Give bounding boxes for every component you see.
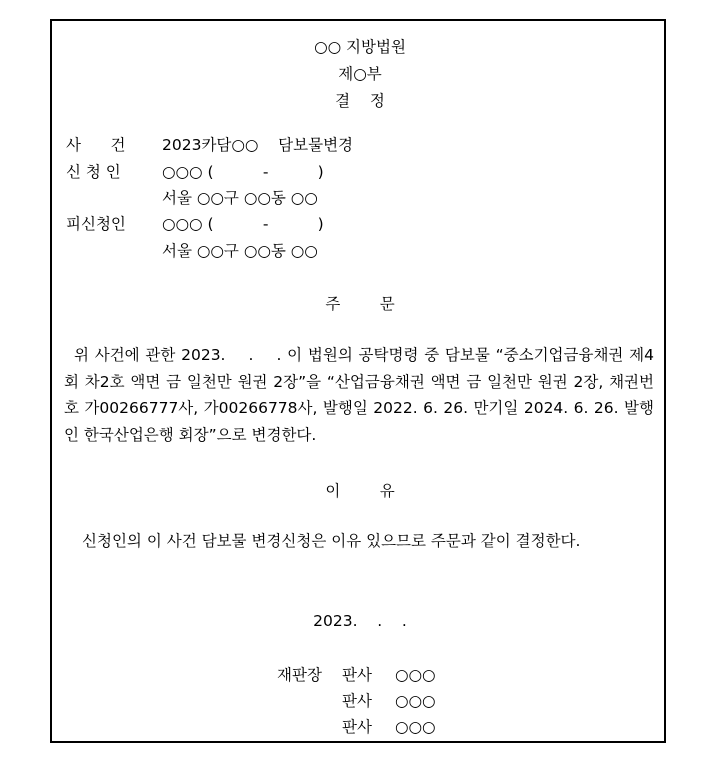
judge-title: 판사 [342,718,372,736]
applicant-label: 신 청 인 [66,163,121,181]
case-value: 2023카담○○ 담보물변경 [162,136,354,154]
judge-title: 판사 [342,666,372,684]
judge-name: ○○○ [395,718,436,736]
case-label: 사 건 [66,136,126,154]
respondent-name: ○○○ ( - ) [162,215,324,233]
reason-heading: 이 유 [325,482,395,500]
respondent-address: 서울 ○○구 ○○동 ○○ [162,242,318,260]
court-name: ○○ 지방법원 [314,38,406,56]
decision-date: 2023. . . [313,612,407,630]
reason-text: 신청인의 이 사건 담보물 변경신청은 이유 있으므로 주문과 같이 결정한다. [82,532,581,550]
order-heading: 주 문 [325,295,395,313]
presiding-judge-label: 재판장 [277,666,322,684]
document-frame [50,19,666,743]
applicant-name: ○○○ ( - ) [162,163,324,181]
judge-title: 판사 [342,692,372,710]
applicant-address: 서울 ○○구 ○○동 ○○ [162,189,318,207]
order-text: 위 사건에 관한 2023. . . 이 법원의 공탁명령 중 담보물 “중소기업금융채권 제4회 차2호 액면 금 일천만 원권 2장”을 “산업금융채권 액면 금 일천만 원권 2장, 채권번호 가00266777사, 가00266778사, 발행일 2022. 6. 26. 만기일 2024. 6. 26. 발행인 한국산업은행 회장”으로 변경한다. [64,346,654,444]
division-name: 제○부 [338,65,382,83]
respondent-label: 피신청인 [66,215,126,233]
judge-name: ○○○ [395,666,436,684]
document-type: 결 정 [335,92,385,110]
judge-name: ○○○ [395,692,436,710]
